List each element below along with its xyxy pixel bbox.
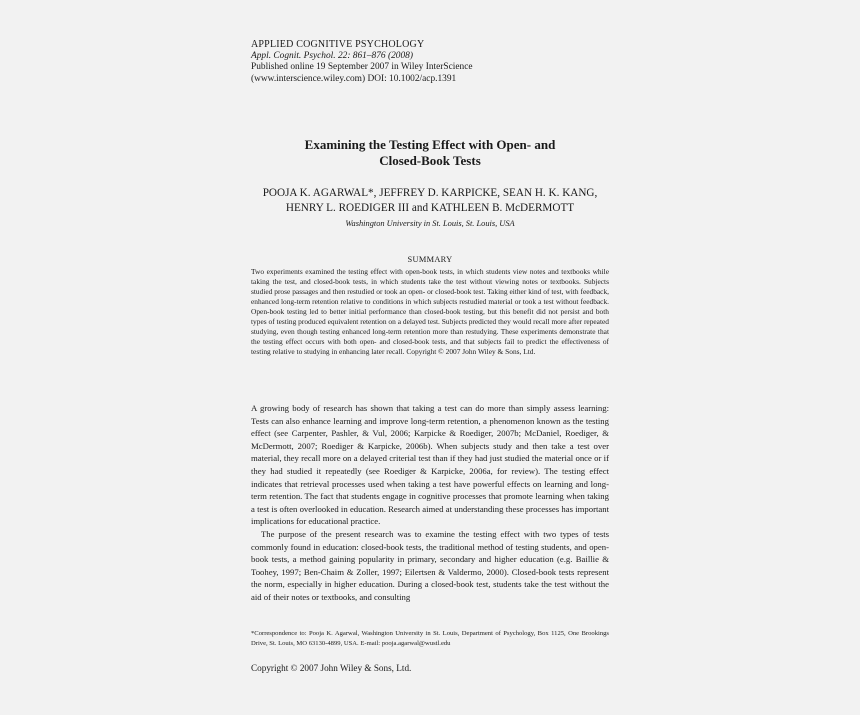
- doi-line: (www.interscience.wiley.com) DOI: 10.1002/acp.1391: [251, 73, 457, 84]
- published-line: Published online 19 September 2007 in Wiley InterScience: [251, 62, 473, 72]
- citation: Appl. Cognit. Psychol. 22: 861–876 (2008): [251, 50, 413, 61]
- paper-title: [251, 137, 609, 169]
- body-paragraph-1: A growing body of research has shown that taking a test can do more than simply assess learning: Tests can also enhance learning and improve long-term retention, a phenomenon known as the testing effect (see Carpenter, Pashler, & Vul, 2006; Karpicke & Roediger, 2007b; McDaniel, Roediger, & McDermott, 2007; Roediger & Karpicke, 2006b). When subjects study and then take a test over material, they recall more on a delayed criterial test than if they had just studied the material once or if they had studied it repeatedly (see Roediger & Karpicke, 2006a, for review). The testing effect indicates that retrieval processes used when taking a test have powerful effects on learning and long-term retention. The fact that students engage in cognitive processes that promote learning when taking a test is often overlooked in education. Research aimed at understanding these processes has important implications for educational practice.: [251, 403, 609, 527]
- title-line-2: Closed-Book Tests: [379, 153, 481, 168]
- body-paragraph-2: The purpose of the present research was to examine the testing effect with two types of tests commonly found in education: closed-book tests, the traditional method of testing students, and open-book tests, a method gaining popularity in primary, secondary and higher education (e.g. Baillie & Toohey, 1997; Ben-Chaim & Zoller, 1997; Eilertsen & Valdermo, 2000). Closed-book tests represent the norm, especially in higher education. During a closed-book test, students take the test without the aid of their notes or textbooks, and consulting: [251, 528, 609, 602]
- authors-line-1: POOJA K. AGARWAL*, JEFFREY D. KARPICKE, SEAN H. K. KANG,: [262, 187, 598, 199]
- journal-name: APPLIED COGNITIVE PSYCHOLOGY: [251, 39, 425, 50]
- correspondence-footnote: *Correspondence to: Pooja K. Agarwal, Washington University in St. Louis, Department of Psychology, Box 1125, One Brookings Drive, St. Louis, MO 63130-4899, USA. E-mail: pooja.agarwal@wustl.edu: [251, 630, 609, 647]
- affiliation: Washington University in St. Louis, St. Louis, USA: [345, 219, 515, 228]
- summary-heading: SUMMARY: [407, 255, 453, 264]
- journal-header: [251, 39, 611, 85]
- author-list: [251, 186, 609, 216]
- copyright-notice: Copyright © 2007 John Wiley & Sons, Ltd.: [251, 663, 412, 673]
- title-line-1: Examining the Testing Effect with Open- and: [304, 137, 556, 152]
- authors-line-2: HENRY L. ROEDIGER III and KATHLEEN B. McDERMOTT: [285, 202, 575, 214]
- body-text: [251, 402, 609, 604]
- summary-text: Two experiments examined the testing effect with open-book tests, in which students view notes and textbooks while taking the test, and closed-book tests, in which students take the test without viewing notes or textbooks. Subjects studied prose passages and then restudied or took an open- or closed-book test. Taking either kind of test, with feedback, enhanced long-term retention relative to conditions in which subjects restudied material or took a test without feedback. Open-book testing led to better initial performance than closed-book testing, but this benefit did not persist and both types of testing produced equivalent retention on a delayed test. Subjects predicted they would recall more after repeated studying, even though testing enhanced long-term retention more than restudying. These experiments demonstrate that the testing effect occurs with both open- and closed-book tests, and that subjects fail to predict the effectiveness of testing relative to studying in enhancing later recall. Copyright © 2007 John Wiley & Sons, Ltd.: [251, 267, 609, 357]
